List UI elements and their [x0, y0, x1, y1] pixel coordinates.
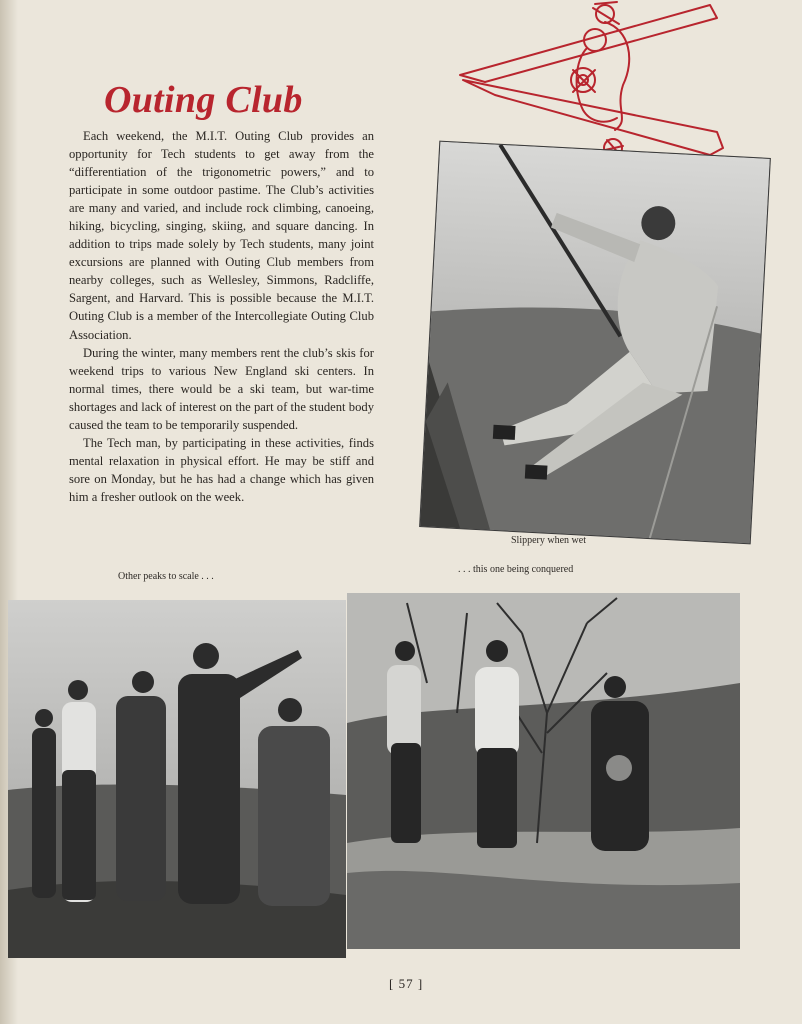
- hikers-pointing-photo: [8, 600, 346, 958]
- left-photo-caption: Other peaks to scale . . .: [118, 571, 214, 582]
- hikers-ascending-photo: [347, 593, 740, 949]
- body-paragraph: During the winter, many members rent the club’s skis for weekend trips to various New England ski centers. In normal times, there would be a ski team, but war-time shortages and lack of interest on the part of the student body caused the team to be temporarily suspended.: [69, 345, 374, 432]
- article-body: [69, 127, 374, 506]
- page-title: Outing Club: [104, 79, 303, 121]
- rock-climber-photo: [420, 142, 770, 544]
- climb-photo-caption: Slippery when wet: [511, 535, 586, 546]
- page-number: [ 57 ]: [389, 976, 424, 991]
- skier-illustration: [455, 0, 725, 165]
- body-paragraph: Each weekend, the M.I.T. Outing Club provides an opportunity for Tech students to get away from the “differentiation of the trigonometric powers,” and to participate in some outdoor pastime. The Club’s activities are many and varied, and include rock climbing, canoeing, hiking, bicycling, singing, skiing, and square dancing. In addition to trips made solely by Tech students, many joint excursions are planned with Outing Club members from nearby colleges, such as Wellesley, Simmons, Radcliffe, Sargent, and Harvard. This is possible because the M.I.T. Outing Club is a member of the Intercollegiate Outing Club Association.: [69, 129, 374, 342]
- right-photo-caption: . . . this one being conquered: [458, 564, 574, 575]
- body-paragraph: The Tech man, by participating in these activities, finds mental relaxation in physical effort. He may be stiff and sore on Monday, but he has had a change which has given him a fresher outlook on the week.: [69, 435, 374, 504]
